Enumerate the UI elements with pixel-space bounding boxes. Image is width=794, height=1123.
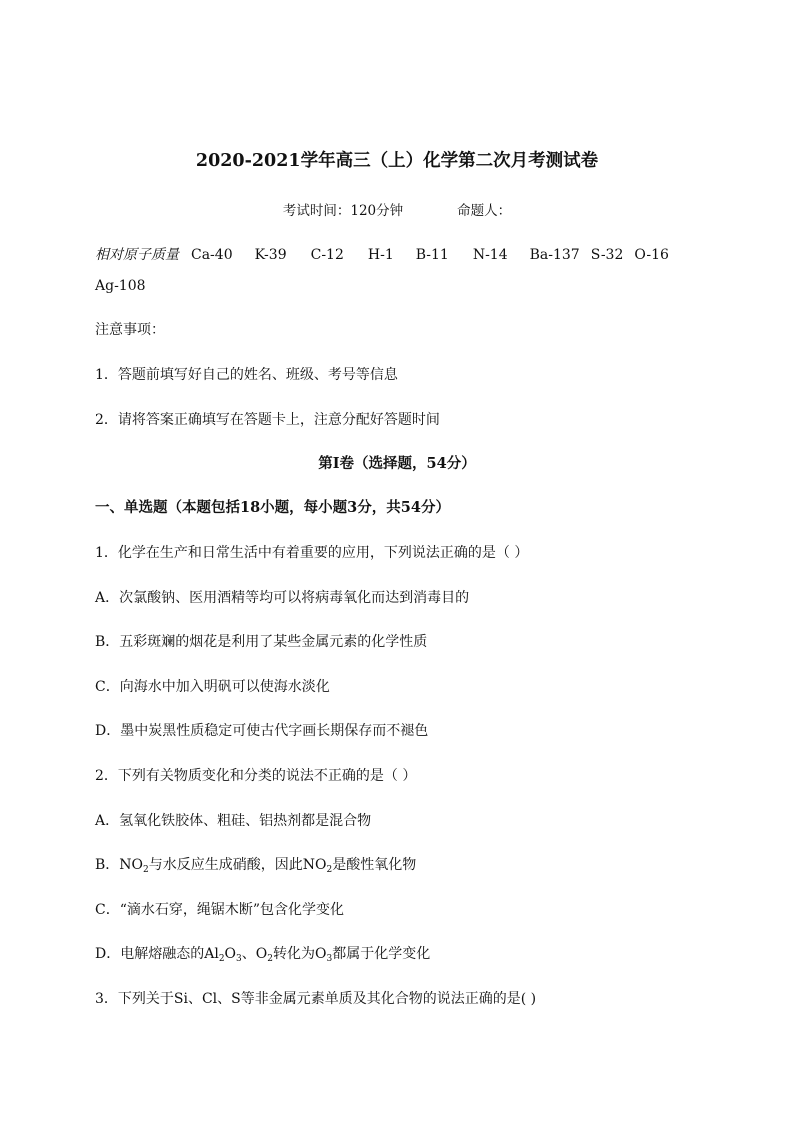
exam-info [0,201,794,221]
atomic-mass-item: B-11 [415,247,449,263]
question-stem: 1．化学在生产和日常生活中有着重要的应用，下列说法正确的是（ ） [95,545,529,561]
question-option: B．$NO_2$与水反应生成硝酸，因此$NO_2$是酸性氧化物 [95,857,417,875]
question-option: B．五彩斑斓的烟花是利用了某些金属元素的化学性质 [95,634,428,650]
section-heading: 一、单选题（本题包括18小题，每小题3分，共54分） [95,499,450,516]
atomic-mass-item: Ca-40 [191,247,233,263]
question-stem: 3．下列关于Si、Cl、S等非金属元素单质及其化合物的说法正确的是( ) [95,991,537,1007]
atomic-mass-overflow: Ag-108 [95,278,146,294]
exam-author: 命题人： [457,203,512,219]
atomic-mass-item: C-12 [310,247,344,263]
atomic-mass-label: 相对原子质量 [95,247,179,263]
question-option: D．电解熔融态的$Al_2O_3$、$O_2$转化为$O_3$都属于化学变化 [95,946,431,964]
question-stem: 2．下列有关物质变化和分类的说法不正确的是（ ） [95,768,417,784]
note-item: 2．请将答案正确填写在答题卡上，注意分配好答题时间 [95,412,440,428]
notes-heading: 注意事项： [95,322,165,338]
exam-time: 考试时间：120分钟 [282,203,404,219]
atomic-mass-item: O-16 [634,247,669,263]
question-option: A．次氯酸钠、医用酒精等均可以将病毒氧化而达到消毒目的 [95,590,470,606]
question-option: C．“滴水石穿，绳锯木断”包含化学变化 [95,902,345,918]
atomic-mass-item: Ba-137 [529,247,580,263]
atomic-mass-line [95,245,669,265]
atomic-mass-item: S-32 [590,247,624,263]
atomic-mass-item: K-39 [254,247,287,263]
question-option: C．向海水中加入明矾可以使海水淡化 [95,679,330,695]
atomic-mass-item: H-1 [367,247,394,263]
atomic-mass-item: N-14 [472,247,508,263]
question-option: A．氢氧化铁胶体、粗硅、铝热剂都是混合物 [95,813,372,829]
note-item: 1．答题前填写好自己的姓名、班级、考号等信息 [95,367,398,383]
exam-title: 2020-2021学年高三（上）化学第二次月考测试卷 [195,151,599,171]
volume-title: 第I卷（选择题，54分） [318,455,476,472]
question-option: D．墨中炭黑性质稳定可使古代字画长期保存而不褪色 [95,723,429,739]
